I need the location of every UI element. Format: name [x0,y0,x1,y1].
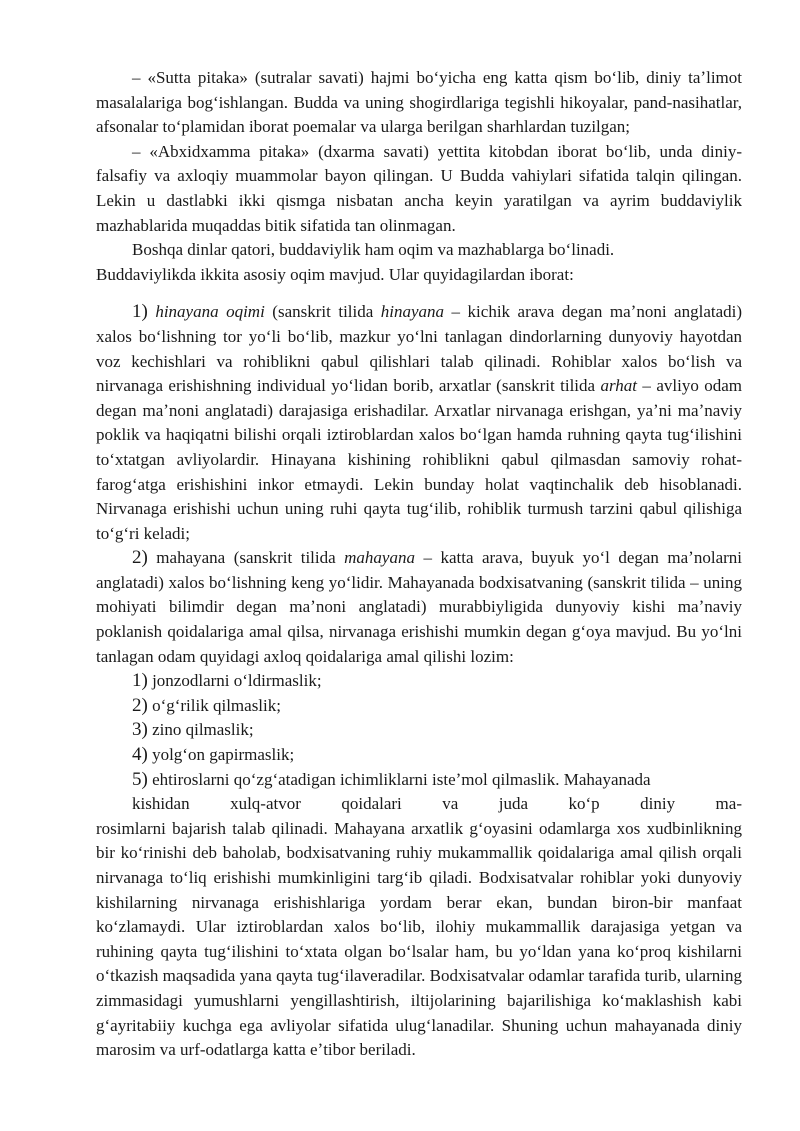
list-item-text: yolgʻon gapirmaslik; [147,745,295,765]
term-mahayana: mahayana [344,548,415,568]
paragraph-hinayana [96,300,742,546]
paragraph-continuation-line: kishidan xulq-atvor qoidalari va juda koʻp diniy ma- [132,794,742,814]
list-item [96,743,742,768]
list-item-text: jonzodlarni oʻldirmaslik; [147,671,322,691]
term-hinayana-oqimi: hinayana oqimi [155,302,265,322]
paragraph-mahayana [96,546,742,669]
list-number: 1) [132,670,148,692]
paragraph-abxidxamma-pitaka: – «Abxidxamma pitaka» (dxarma savati) yettita kitobdan iborat boʻlib, unda diniy-falsafiy va axloqiy muammolar bayon qilingan. U Budda vahiylari sifatida talqin qilingan. Lekin u dastlabki ikki qismga nisbatan ancha keyin yaratilgan va ayrim buddaviylik mazhablarida muqaddas bitik sifatida tan olinmagan. [96,141,742,235]
paragraph-two-streams: Buddaviylikda ikkita asosiy oqim mavjud. Ular quyidagilardan iborat: [96,264,574,284]
term-hinayana: hinayana [380,302,445,322]
text-run: – kichik arava degan maʼnoni anglatadi) xalos boʻlishning tor yoʻli boʻlib, mazkur yoʻlni tanlagan dindorlarning dunyoviy hayotdan voz kechishlari va rohiblikni qabul qilishlari talab qilinadi. Rohiblar xalos boʻlish va nirvanaga erishishning individual yoʻlidan borib, arxatlar (sanskrit tilida [96,302,743,396]
list-item-text: zino qilmaslik; [147,720,254,740]
paragraph-mahayana-conclusion: rosimlarni bajarish talab qilinadi. Mahayana arxatlik gʻoyasini odamlarga xos xudbinlikning bir koʻrinishi deb baholab, bodxisatvaning ruhiy mukammallik qoidalariga amal qilish orqali nirvanaga toʻliq erishishi mumkinligini targʻib qiladi. Bodxisatvalar rohiblar yoki dunyoviy kishilarning nirvanaga erishishlariga yordam berar ekan, bundan biron-bir manfaat koʻzlamaydi. Ular iztiroblardan xalos boʻlib, ilohiy mukammallik darajasiga yetgan va ruhining qayta tugʻilishini toʻxtata olgan boʻlsalar ham, bu yoʻldan yana koʻproq kishilarni oʻtkazish maqsadida yana qayta tugʻilaveradilar. Bodxisatvalar odamlar tarafida turib, ularning zimmasidagi yumushlarni yengillashtirish, iltijolarining bajarilishiga koʻmaklashish kabi gʻayritabiiy kuchga ega avliyolar sifatida ulugʻlanadilar. Shuning uchun mahayanada diniy marosim va urf-odatlarga katta eʼtibor beriladi. [96,818,742,1060]
list-item [96,718,742,743]
document-page [96,66,742,1063]
text-run: – avliyo odam degan maʼnoni anglatadi) darajasiga erishadilar. Arxatlar nirvanaga erishgan, yaʼni maʼnaviy poklik va haqiqatni bilishi orqali iztiroblardan xalos boʻlgan hamda ruhning qayta tugʻilishini toʻxtatgan avliyolardir. Hinayana kishining rohiblikni qabul qilmasdan samoviy rohat-farogʻatga erishishini inkor etmaydi. Lekin bunday holat vaqtinchalik deb hisoblanadi. Nirvanaga erishishi uchun uning ruhi qayta tugʻilib, rohiblik turmush tarzini qabul qilishiga toʻgʻri keladi; [96,376,742,543]
list-number: 2) [132,694,148,716]
list-item-text: ehtiroslarni qoʻzgʻatadigan ichimliklarni isteʼmol qilmaslik. Mahayanada [147,769,651,789]
list-number: 1) [132,301,148,323]
text-run: – katta arava, buyuk yoʻl degan maʼnolarni anglatadi) xalos boʻlishning keng yoʻlidir. Mahayanada bodxisatvaning (sanskrit tilida – uning mohiyati bilimdir degan maʼnoni anglatadi) murabbiyligida dunyoviy kishi maʼnaviy poklanish qoidalariga amal qilsa, nirvanaga erishishi mumkin degan gʻoya mavjud. Bu yoʻlni tanlagan odam quyidagi axloq qoidalariga amal qilishi lozim: [96,548,742,666]
list-number: 3) [132,719,148,741]
text-run: mahayana (sanskrit tilida [147,548,345,568]
paragraph-sutta-pitaka: – «Sutta pitaka» (sutralar savati) hajmi boʻyicha eng katta qism boʻlib, diniy taʼlimot masalalariga bogʻishlangan. Budda va uning shogirdlariga tegishli hikoyalar, pand-nasihatlar, afsonalar toʻplamidan iborat poemalar va ularga berilgan sharhlardan tuzilgan; [96,68,742,137]
list-number: 4) [132,744,148,766]
paragraph-schools-intro: Boshqa dinlar qatori, buddaviylik ham oqim va mazhablarga boʻlinadi. [132,240,615,260]
text-run: (sanskrit tilida [264,302,381,322]
list-number: 2) [132,547,148,569]
list-item [96,694,742,719]
list-item [96,768,742,793]
list-item [96,669,742,694]
list-item-text: oʻgʻrilik qilmaslik; [147,695,281,715]
list-number: 5) [132,768,148,790]
term-arhat: arhat [600,376,638,396]
